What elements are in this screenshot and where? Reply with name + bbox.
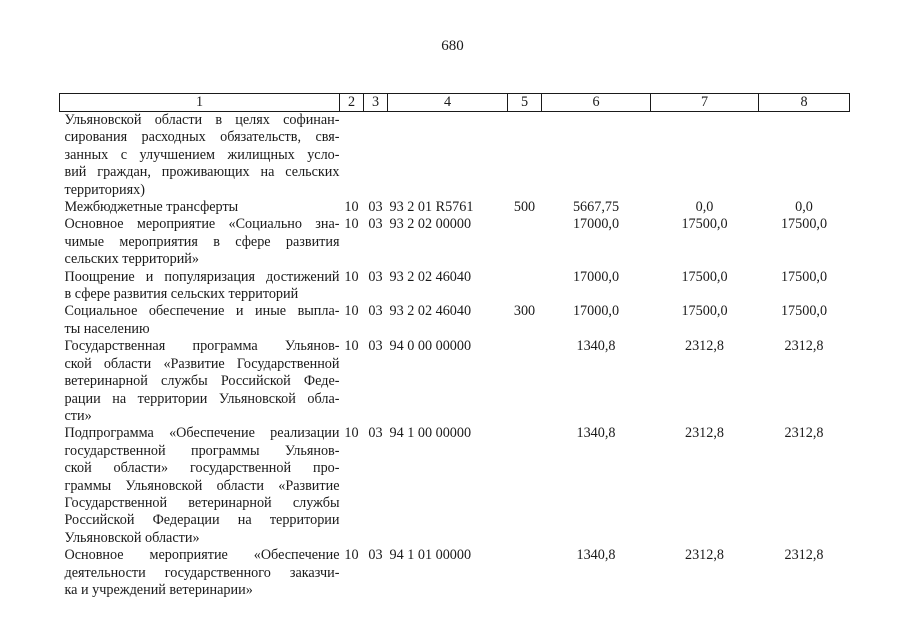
row-name-line: ской области» государственной про-: [64, 460, 340, 477]
row-name-line: в сфере развития сельских территорий: [64, 286, 299, 303]
header-col-8: 8: [759, 94, 850, 112]
row-expense-type: 300: [513, 303, 536, 320]
row-amount-col8: 2312,8: [784, 338, 824, 355]
row-name-line: государственной программы Ульянов-: [64, 442, 340, 459]
row-amount-col6: 17000,0: [572, 216, 620, 233]
row-name-line: Государственная программа Ульянов-: [64, 338, 340, 355]
row-name: [60, 303, 340, 338]
row-section: [340, 112, 364, 200]
row-name-line: занных с улучшением жилищных усло-: [64, 146, 340, 163]
header-col-6: 6: [542, 94, 651, 112]
row-name-line: Основное мероприятие «Обеспечение: [64, 547, 340, 564]
row-name-line: граммы Ульяновской области «Развитие: [64, 477, 340, 494]
row-name: [60, 112, 340, 200]
row-amount-col8: 17500,0: [780, 216, 828, 233]
row-target-article: 94 0 00 00000: [389, 338, 472, 355]
table-row: [60, 547, 850, 599]
row-subsection: 03: [368, 338, 383, 355]
row-amount-col7: [651, 112, 759, 200]
row-name-line: сельских территорий»: [64, 251, 199, 268]
table-row: [60, 338, 850, 425]
row-amount-col6: 17000,0: [572, 303, 620, 320]
table-row: [60, 303, 850, 338]
row-section: 10: [344, 547, 359, 564]
header-col-4: 4: [388, 94, 508, 112]
row-amount-col6: 17000,0: [572, 268, 620, 285]
row-target-article: 94 1 00 00000: [389, 425, 472, 442]
row-target-article: 94 1 01 00000: [389, 547, 472, 564]
row-amount-col7: 2312,8: [684, 425, 724, 442]
row-subsection: 03: [368, 216, 383, 233]
row-target-article: 93 2 02 00000: [389, 216, 472, 233]
row-name: [60, 338, 340, 425]
table-body: [60, 112, 850, 600]
row-section: 10: [344, 425, 359, 442]
row-expense-type: [508, 269, 542, 304]
row-target-article: 93 2 02 46040: [389, 268, 472, 285]
row-name-line: вий граждан, проживающих на сельских: [64, 164, 340, 181]
row-amount-col6: 5667,75: [572, 199, 620, 216]
row-subsection: 03: [368, 199, 383, 216]
row-expense-type: 500: [513, 199, 536, 216]
row-target-article: 93 2 01 R5761: [389, 199, 474, 216]
row-amount-col8: 2312,8: [784, 425, 824, 442]
row-name: [60, 199, 340, 216]
row-amount-col8: 0,0: [795, 199, 813, 216]
page-number: 680: [441, 38, 464, 54]
row-name-line: сти»: [64, 407, 92, 424]
row-subsection: [364, 112, 388, 200]
row-name: [60, 547, 340, 599]
row-expense-type: [508, 216, 542, 268]
row-name-line: Основное мероприятие «Социально зна-: [64, 216, 340, 233]
row-amount-col7: 17500,0: [681, 303, 728, 320]
row-section: 10: [344, 338, 359, 355]
row-expense-type: [508, 112, 542, 200]
row-name-line: рации на территории Ульяновской обла-: [64, 390, 340, 407]
row-name-line: Межбюджетные трансферты: [64, 199, 239, 216]
row-name-line: ской области «Развитие Государственной: [64, 355, 340, 372]
row-subsection: 03: [368, 303, 383, 320]
table-row: [60, 112, 850, 200]
budget-table: [59, 93, 850, 599]
row-name: [60, 216, 340, 268]
row-amount-col6: [542, 112, 651, 200]
row-name-line: ты населению: [64, 320, 150, 337]
row-name-line: сирования расходных обязательств, свя-: [64, 129, 340, 146]
row-amount-col6: 1340,8: [576, 425, 616, 442]
row-amount-col7: 17500,0: [681, 268, 728, 285]
row-expense-type: [508, 547, 542, 599]
row-name-line: Поощрение и популяризация достижений: [64, 268, 340, 285]
row-name-line: Ульяновской области»: [64, 529, 200, 546]
table-row: [60, 216, 850, 268]
row-amount-col7: 2312,8: [684, 338, 724, 355]
row-amount-col7: 2312,8: [684, 547, 724, 564]
row-expense-type: [508, 338, 542, 425]
row-name-line: ветеринарной службы Российской Феде-: [64, 373, 340, 390]
row-name-line: Государственной ветеринарной службы: [64, 494, 340, 511]
row-name-line: территориях): [64, 181, 145, 198]
row-amount-col7: 0,0: [695, 199, 714, 216]
header-col-5: 5: [508, 94, 542, 112]
row-name-line: деятельности государственного заказчи-: [64, 564, 340, 581]
row-amount-col6: 1340,8: [576, 547, 616, 564]
row-section: 10: [344, 199, 359, 216]
row-target-article: [388, 112, 508, 200]
row-name-line: Российской Федерации на территории: [64, 512, 340, 529]
row-section: 10: [344, 303, 359, 320]
header-col-7: 7: [651, 94, 759, 112]
row-expense-type: [508, 425, 542, 547]
table-row: [60, 199, 850, 216]
row-amount-col7: 17500,0: [681, 216, 728, 233]
row-name: [60, 425, 340, 547]
row-subsection: 03: [368, 547, 383, 564]
row-name-line: чимые мероприятия в сфере развития: [64, 233, 340, 250]
row-subsection: 03: [368, 425, 383, 442]
table-row: [60, 425, 850, 547]
row-section: 10: [344, 216, 359, 233]
table-row: [60, 269, 850, 304]
row-subsection: 03: [368, 268, 383, 285]
row-name-line: Подпрограмма «Обеспечение реализации: [64, 425, 340, 442]
row-section: 10: [344, 268, 359, 285]
table-header-row: [60, 94, 850, 112]
row-name-line: ка и учреждений ветеринарии»: [64, 581, 253, 598]
row-name: [60, 269, 340, 304]
row-name-line: Ульяновской области в целях софинан-: [64, 112, 340, 128]
header-col-3: 3: [364, 94, 388, 112]
row-name-line: Социальное обеспечение и иные выпла-: [64, 303, 340, 320]
row-amount-col6: 1340,8: [576, 338, 616, 355]
header-col-1: 1: [60, 94, 340, 112]
row-amount-col8: [759, 112, 850, 200]
header-col-2: 2: [340, 94, 364, 112]
row-amount-col8: 2312,8: [784, 547, 824, 564]
row-target-article: 93 2 02 46040: [389, 303, 472, 320]
row-amount-col8: 17500,0: [780, 303, 828, 320]
row-amount-col8: 17500,0: [780, 268, 828, 285]
